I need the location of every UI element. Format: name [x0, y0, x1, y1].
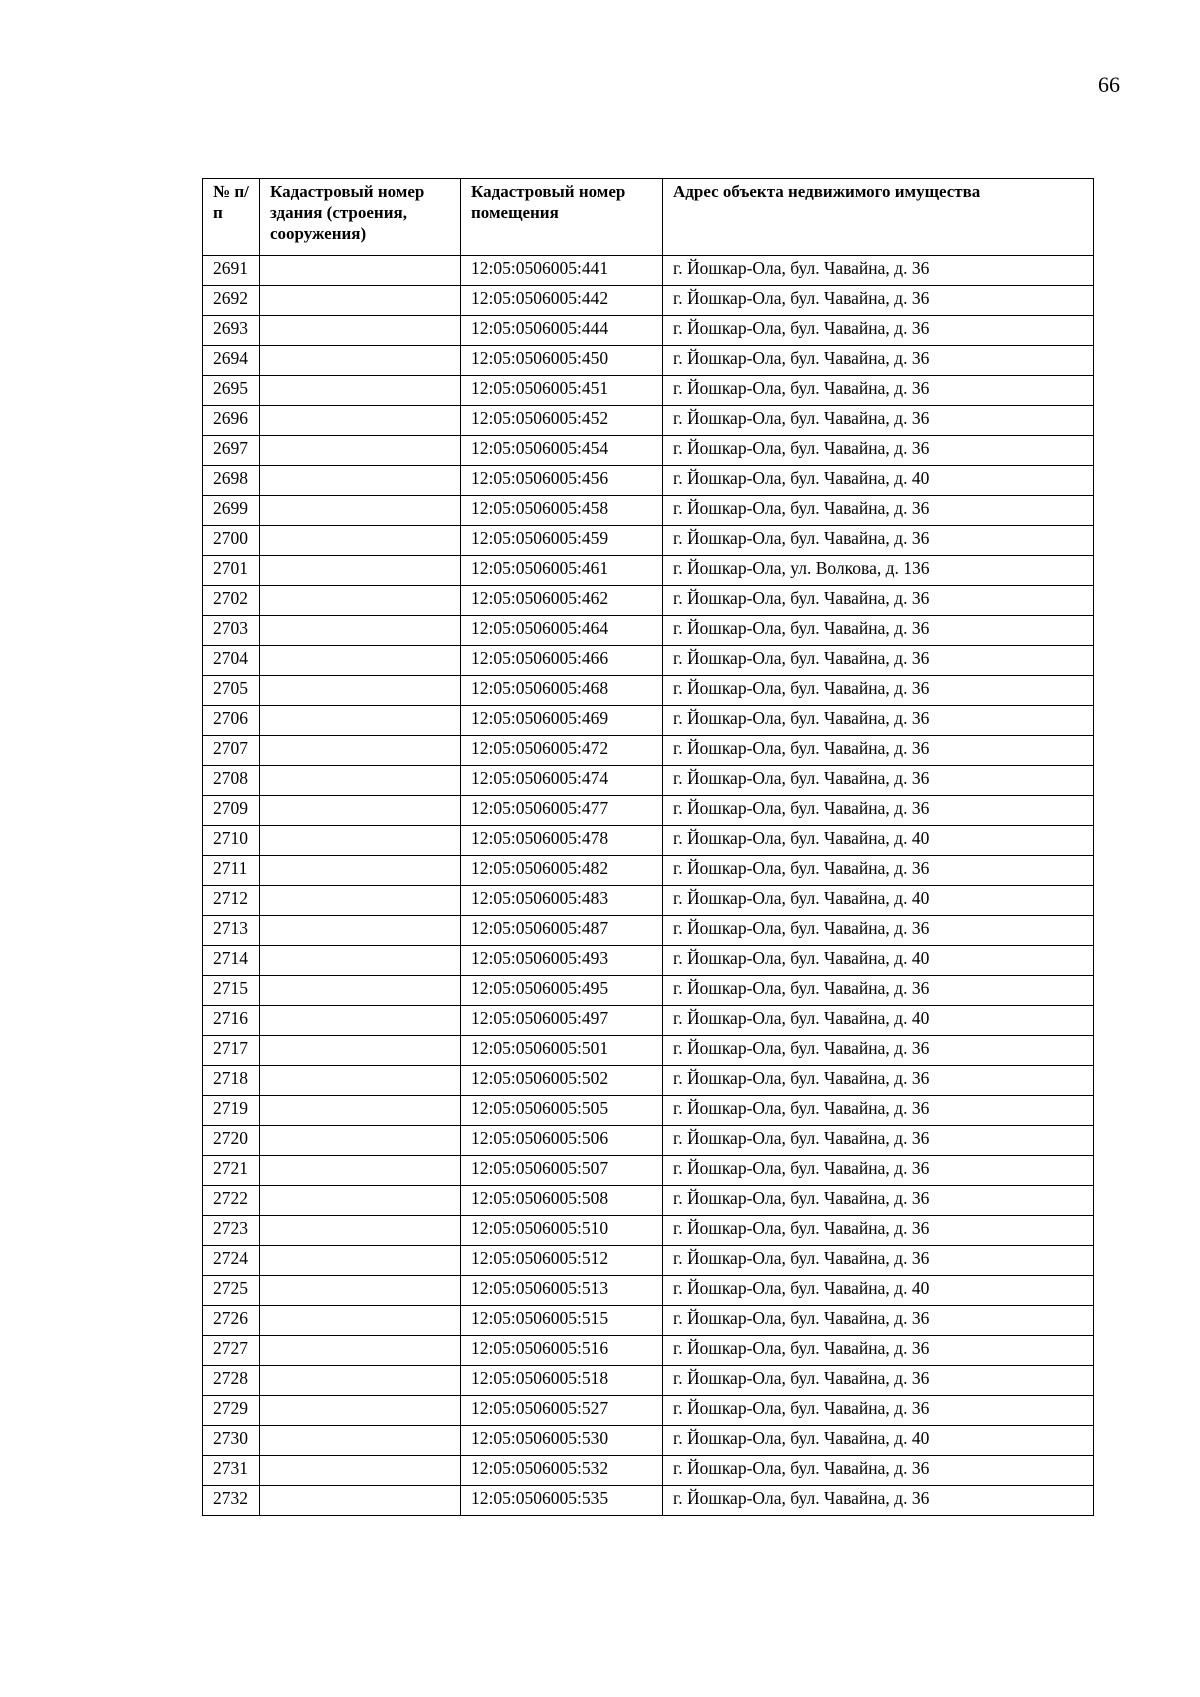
building-cadastral-cell — [260, 736, 461, 766]
building-cadastral-cell — [260, 436, 461, 466]
row-number-cell: 2700 — [203, 526, 260, 556]
table-row — [203, 826, 1094, 856]
table-row — [203, 1156, 1094, 1186]
building-cadastral-cell — [260, 406, 461, 436]
address-cell: г. Йошкар-Ола, бул. Чавайна, д. 36 — [663, 406, 1094, 436]
table-row — [203, 1096, 1094, 1126]
address-cell: г. Йошкар-Ола, бул. Чавайна, д. 36 — [663, 1336, 1094, 1366]
row-number-cell: 2722 — [203, 1186, 260, 1216]
building-cadastral-cell — [260, 1426, 461, 1456]
building-cadastral-cell — [260, 916, 461, 946]
building-cadastral-cell — [260, 1396, 461, 1426]
row-number-cell: 2723 — [203, 1216, 260, 1246]
table-row — [203, 886, 1094, 916]
building-cadastral-cell — [260, 586, 461, 616]
row-number-cell: 2708 — [203, 766, 260, 796]
premises-cadastral-cell: 12:05:0506005:535 — [461, 1486, 663, 1516]
address-cell: г. Йошкар-Ола, бул. Чавайна, д. 40 — [663, 946, 1094, 976]
table-row — [203, 736, 1094, 766]
address-cell: г. Йошкар-Ола, бул. Чавайна, д. 40 — [663, 1006, 1094, 1036]
row-number-cell: 2702 — [203, 586, 260, 616]
building-cadastral-cell — [260, 316, 461, 346]
premises-cadastral-cell: 12:05:0506005:458 — [461, 496, 663, 526]
address-cell: г. Йошкар-Ола, бул. Чавайна, д. 36 — [663, 646, 1094, 676]
premises-cadastral-cell: 12:05:0506005:478 — [461, 826, 663, 856]
row-number-cell: 2714 — [203, 946, 260, 976]
address-cell: г. Йошкар-Ола, бул. Чавайна, д. 36 — [663, 496, 1094, 526]
table-row — [203, 286, 1094, 316]
table-row — [203, 1486, 1094, 1516]
address-cell: г. Йошкар-Ола, бул. Чавайна, д. 40 — [663, 826, 1094, 856]
address-cell: г. Йошкар-Ола, бул. Чавайна, д. 36 — [663, 676, 1094, 706]
row-number-cell: 2707 — [203, 736, 260, 766]
row-number-cell: 2693 — [203, 316, 260, 346]
premises-cadastral-cell: 12:05:0506005:459 — [461, 526, 663, 556]
row-number-cell: 2691 — [203, 256, 260, 286]
premises-cadastral-cell: 12:05:0506005:516 — [461, 1336, 663, 1366]
building-cadastral-cell — [260, 1096, 461, 1126]
address-cell: г. Йошкар-Ола, бул. Чавайна, д. 36 — [663, 376, 1094, 406]
table-row — [203, 586, 1094, 616]
premises-cadastral-cell: 12:05:0506005:477 — [461, 796, 663, 826]
address-cell: г. Йошкар-Ола, бул. Чавайна, д. 36 — [663, 766, 1094, 796]
address-cell: г. Йошкар-Ола, бул. Чавайна, д. 36 — [663, 436, 1094, 466]
address-cell: г. Йошкар-Ола, бул. Чавайна, д. 36 — [663, 1156, 1094, 1186]
address-cell: г. Йошкар-Ола, бул. Чавайна, д. 36 — [663, 1096, 1094, 1126]
premises-cadastral-cell: 12:05:0506005:513 — [461, 1276, 663, 1306]
address-cell: г. Йошкар-Ола, бул. Чавайна, д. 36 — [663, 286, 1094, 316]
building-cadastral-cell — [260, 526, 461, 556]
address-cell: г. Йошкар-Ола, бул. Чавайна, д. 36 — [663, 1066, 1094, 1096]
building-cadastral-cell — [260, 676, 461, 706]
row-number-cell: 2699 — [203, 496, 260, 526]
premises-cadastral-cell: 12:05:0506005:482 — [461, 856, 663, 886]
premises-cadastral-cell: 12:05:0506005:452 — [461, 406, 663, 436]
address-cell: г. Йошкар-Ола, бул. Чавайна, д. 40 — [663, 1276, 1094, 1306]
address-cell: г. Йошкар-Ола, бул. Чавайна, д. 36 — [663, 1366, 1094, 1396]
row-number-cell: 2730 — [203, 1426, 260, 1456]
table-row — [203, 436, 1094, 466]
table-row — [203, 916, 1094, 946]
premises-cadastral-cell: 12:05:0506005:527 — [461, 1396, 663, 1426]
table-row — [203, 316, 1094, 346]
premises-cadastral-cell: 12:05:0506005:464 — [461, 616, 663, 646]
premises-cadastral-cell: 12:05:0506005:507 — [461, 1156, 663, 1186]
premises-cadastral-cell: 12:05:0506005:512 — [461, 1246, 663, 1276]
table-row — [203, 1216, 1094, 1246]
address-cell: г. Йошкар-Ола, бул. Чавайна, д. 36 — [663, 1216, 1094, 1246]
building-cadastral-cell — [260, 286, 461, 316]
row-number-cell: 2712 — [203, 886, 260, 916]
building-cadastral-cell — [260, 826, 461, 856]
table-row — [203, 1276, 1094, 1306]
premises-cadastral-cell: 12:05:0506005:441 — [461, 256, 663, 286]
premises-cadastral-cell: 12:05:0506005:454 — [461, 436, 663, 466]
address-cell: г. Йошкар-Ола, бул. Чавайна, д. 40 — [663, 1426, 1094, 1456]
row-number-cell: 2711 — [203, 856, 260, 886]
building-cadastral-cell — [260, 1036, 461, 1066]
building-cadastral-cell — [260, 1216, 461, 1246]
building-cadastral-cell — [260, 556, 461, 586]
premises-cadastral-cell: 12:05:0506005:462 — [461, 586, 663, 616]
premises-cadastral-cell: 12:05:0506005:466 — [461, 646, 663, 676]
premises-cadastral-cell: 12:05:0506005:505 — [461, 1096, 663, 1126]
row-number-cell: 2713 — [203, 916, 260, 946]
table-row — [203, 1336, 1094, 1366]
address-cell: г. Йошкар-Ола, бул. Чавайна, д. 36 — [663, 256, 1094, 286]
building-cadastral-cell — [260, 1306, 461, 1336]
building-cadastral-cell — [260, 886, 461, 916]
premises-cadastral-cell: 12:05:0506005:450 — [461, 346, 663, 376]
premises-cadastral-cell: 12:05:0506005:515 — [461, 1306, 663, 1336]
table-row — [203, 1366, 1094, 1396]
building-cadastral-cell — [260, 1186, 461, 1216]
row-number-cell: 2703 — [203, 616, 260, 646]
row-number-cell: 2732 — [203, 1486, 260, 1516]
row-number-cell: 2727 — [203, 1336, 260, 1366]
header-premises-cadastral-number: Кадастровый номер помещения — [461, 179, 663, 256]
row-number-cell: 2725 — [203, 1276, 260, 1306]
row-number-cell: 2720 — [203, 1126, 260, 1156]
building-cadastral-cell — [260, 976, 461, 1006]
row-number-cell: 2709 — [203, 796, 260, 826]
row-number-cell: 2696 — [203, 406, 260, 436]
header-row-number: № п/п — [203, 179, 260, 256]
building-cadastral-cell — [260, 1006, 461, 1036]
property-registry-table — [202, 178, 1094, 1516]
row-number-cell: 2721 — [203, 1156, 260, 1186]
row-number-cell: 2724 — [203, 1246, 260, 1276]
building-cadastral-cell — [260, 1486, 461, 1516]
premises-cadastral-cell: 12:05:0506005:456 — [461, 466, 663, 496]
table-row — [203, 976, 1094, 1006]
building-cadastral-cell — [260, 376, 461, 406]
row-number-cell: 2698 — [203, 466, 260, 496]
address-cell: г. Йошкар-Ола, бул. Чавайна, д. 36 — [663, 586, 1094, 616]
row-number-cell: 2719 — [203, 1096, 260, 1126]
table-row — [203, 1126, 1094, 1156]
address-cell: г. Йошкар-Ола, бул. Чавайна, д. 36 — [663, 1306, 1094, 1336]
address-cell: г. Йошкар-Ола, бул. Чавайна, д. 36 — [663, 796, 1094, 826]
table-row — [203, 1006, 1094, 1036]
building-cadastral-cell — [260, 856, 461, 886]
row-number-cell: 2728 — [203, 1366, 260, 1396]
table-row — [203, 646, 1094, 676]
table-row — [203, 346, 1094, 376]
address-cell: г. Йошкар-Ола, ул. Волкова, д. 136 — [663, 556, 1094, 586]
row-number-cell: 2726 — [203, 1306, 260, 1336]
table-row — [203, 706, 1094, 736]
premises-cadastral-cell: 12:05:0506005:472 — [461, 736, 663, 766]
row-number-cell: 2705 — [203, 676, 260, 706]
building-cadastral-cell — [260, 1276, 461, 1306]
premises-cadastral-cell: 12:05:0506005:510 — [461, 1216, 663, 1246]
table-row — [203, 1186, 1094, 1216]
row-number-cell: 2718 — [203, 1066, 260, 1096]
address-cell: г. Йошкар-Ола, бул. Чавайна, д. 36 — [663, 316, 1094, 346]
table-row — [203, 1456, 1094, 1486]
row-number-cell: 2706 — [203, 706, 260, 736]
premises-cadastral-cell: 12:05:0506005:469 — [461, 706, 663, 736]
page-number: 66 — [1098, 72, 1120, 97]
row-number-cell: 2695 — [203, 376, 260, 406]
building-cadastral-cell — [260, 1366, 461, 1396]
building-cadastral-cell — [260, 766, 461, 796]
building-cadastral-cell — [260, 496, 461, 526]
building-cadastral-cell — [260, 616, 461, 646]
premises-cadastral-cell: 12:05:0506005:487 — [461, 916, 663, 946]
building-cadastral-cell — [260, 1456, 461, 1486]
premises-cadastral-cell: 12:05:0506005:508 — [461, 1186, 663, 1216]
address-cell: г. Йошкар-Ола, бул. Чавайна, д. 36 — [663, 976, 1094, 1006]
address-cell: г. Йошкар-Ола, бул. Чавайна, д. 36 — [663, 346, 1094, 376]
address-cell: г. Йошкар-Ола, бул. Чавайна, д. 36 — [663, 616, 1094, 646]
table-row — [203, 526, 1094, 556]
table-row — [203, 946, 1094, 976]
premises-cadastral-cell: 12:05:0506005:530 — [461, 1426, 663, 1456]
table-body — [203, 256, 1094, 1516]
address-cell: г. Йошкар-Ола, бул. Чавайна, д. 40 — [663, 466, 1094, 496]
table-row — [203, 406, 1094, 436]
premises-cadastral-cell: 12:05:0506005:483 — [461, 886, 663, 916]
address-cell: г. Йошкар-Ола, бул. Чавайна, д. 36 — [663, 916, 1094, 946]
premises-cadastral-cell: 12:05:0506005:442 — [461, 286, 663, 316]
row-number-cell: 2697 — [203, 436, 260, 466]
address-cell: г. Йошкар-Ола, бул. Чавайна, д. 36 — [663, 1186, 1094, 1216]
building-cadastral-cell — [260, 706, 461, 736]
building-cadastral-cell — [260, 1336, 461, 1366]
table-row — [203, 766, 1094, 796]
row-number-cell: 2704 — [203, 646, 260, 676]
table-row — [203, 1066, 1094, 1096]
table-row — [203, 1396, 1094, 1426]
row-number-cell: 2715 — [203, 976, 260, 1006]
address-cell: г. Йошкар-Ола, бул. Чавайна, д. 36 — [663, 1486, 1094, 1516]
table-row — [203, 616, 1094, 646]
address-cell: г. Йошкар-Ола, бул. Чавайна, д. 36 — [663, 1036, 1094, 1066]
premises-cadastral-cell: 12:05:0506005:502 — [461, 1066, 663, 1096]
building-cadastral-cell — [260, 256, 461, 286]
address-cell: г. Йошкар-Ола, бул. Чавайна, д. 36 — [663, 1246, 1094, 1276]
building-cadastral-cell — [260, 1066, 461, 1096]
table-row — [203, 376, 1094, 406]
table-row — [203, 1246, 1094, 1276]
building-cadastral-cell — [260, 1246, 461, 1276]
premises-cadastral-cell: 12:05:0506005:518 — [461, 1366, 663, 1396]
row-number-cell: 2717 — [203, 1036, 260, 1066]
premises-cadastral-cell: 12:05:0506005:468 — [461, 676, 663, 706]
premises-cadastral-cell: 12:05:0506005:497 — [461, 1006, 663, 1036]
row-number-cell: 2716 — [203, 1006, 260, 1036]
table-row — [203, 856, 1094, 886]
address-cell: г. Йошкар-Ола, бул. Чавайна, д. 36 — [663, 1456, 1094, 1486]
row-number-cell: 2731 — [203, 1456, 260, 1486]
premises-cadastral-cell: 12:05:0506005:451 — [461, 376, 663, 406]
premises-cadastral-cell: 12:05:0506005:501 — [461, 1036, 663, 1066]
table-header-row — [203, 179, 1094, 256]
address-cell: г. Йошкар-Ола, бул. Чавайна, д. 36 — [663, 736, 1094, 766]
address-cell: г. Йошкар-Ола, бул. Чавайна, д. 36 — [663, 706, 1094, 736]
building-cadastral-cell — [260, 796, 461, 826]
row-number-cell: 2692 — [203, 286, 260, 316]
row-number-cell: 2694 — [203, 346, 260, 376]
row-number-cell: 2729 — [203, 1396, 260, 1426]
premises-cadastral-cell: 12:05:0506005:461 — [461, 556, 663, 586]
premises-cadastral-cell: 12:05:0506005:495 — [461, 976, 663, 1006]
table-row — [203, 256, 1094, 286]
row-number-cell: 2710 — [203, 826, 260, 856]
table-row — [203, 556, 1094, 586]
premises-cadastral-cell: 12:05:0506005:532 — [461, 1456, 663, 1486]
header-building-cadastral-number: Кадастровый номер здания (строения, сооружения) — [260, 179, 461, 256]
building-cadastral-cell — [260, 1126, 461, 1156]
table-row — [203, 466, 1094, 496]
table-row — [203, 676, 1094, 706]
premises-cadastral-cell: 12:05:0506005:506 — [461, 1126, 663, 1156]
table-row — [203, 496, 1094, 526]
address-cell: г. Йошкар-Ола, бул. Чавайна, д. 36 — [663, 1396, 1094, 1426]
premises-cadastral-cell: 12:05:0506005:474 — [461, 766, 663, 796]
building-cadastral-cell — [260, 646, 461, 676]
address-cell: г. Йошкар-Ола, бул. Чавайна, д. 36 — [663, 1126, 1094, 1156]
table-row — [203, 796, 1094, 826]
building-cadastral-cell — [260, 346, 461, 376]
building-cadastral-cell — [260, 1156, 461, 1186]
premises-cadastral-cell: 12:05:0506005:493 — [461, 946, 663, 976]
address-cell: г. Йошкар-Ола, бул. Чавайна, д. 36 — [663, 856, 1094, 886]
premises-cadastral-cell: 12:05:0506005:444 — [461, 316, 663, 346]
table-row — [203, 1426, 1094, 1456]
address-cell: г. Йошкар-Ола, бул. Чавайна, д. 40 — [663, 886, 1094, 916]
table-row — [203, 1306, 1094, 1336]
row-number-cell: 2701 — [203, 556, 260, 586]
building-cadastral-cell — [260, 946, 461, 976]
table-row — [203, 1036, 1094, 1066]
building-cadastral-cell — [260, 466, 461, 496]
address-cell: г. Йошкар-Ола, бул. Чавайна, д. 36 — [663, 526, 1094, 556]
header-property-address: Адрес объекта недвижимого имущества — [663, 179, 1094, 256]
